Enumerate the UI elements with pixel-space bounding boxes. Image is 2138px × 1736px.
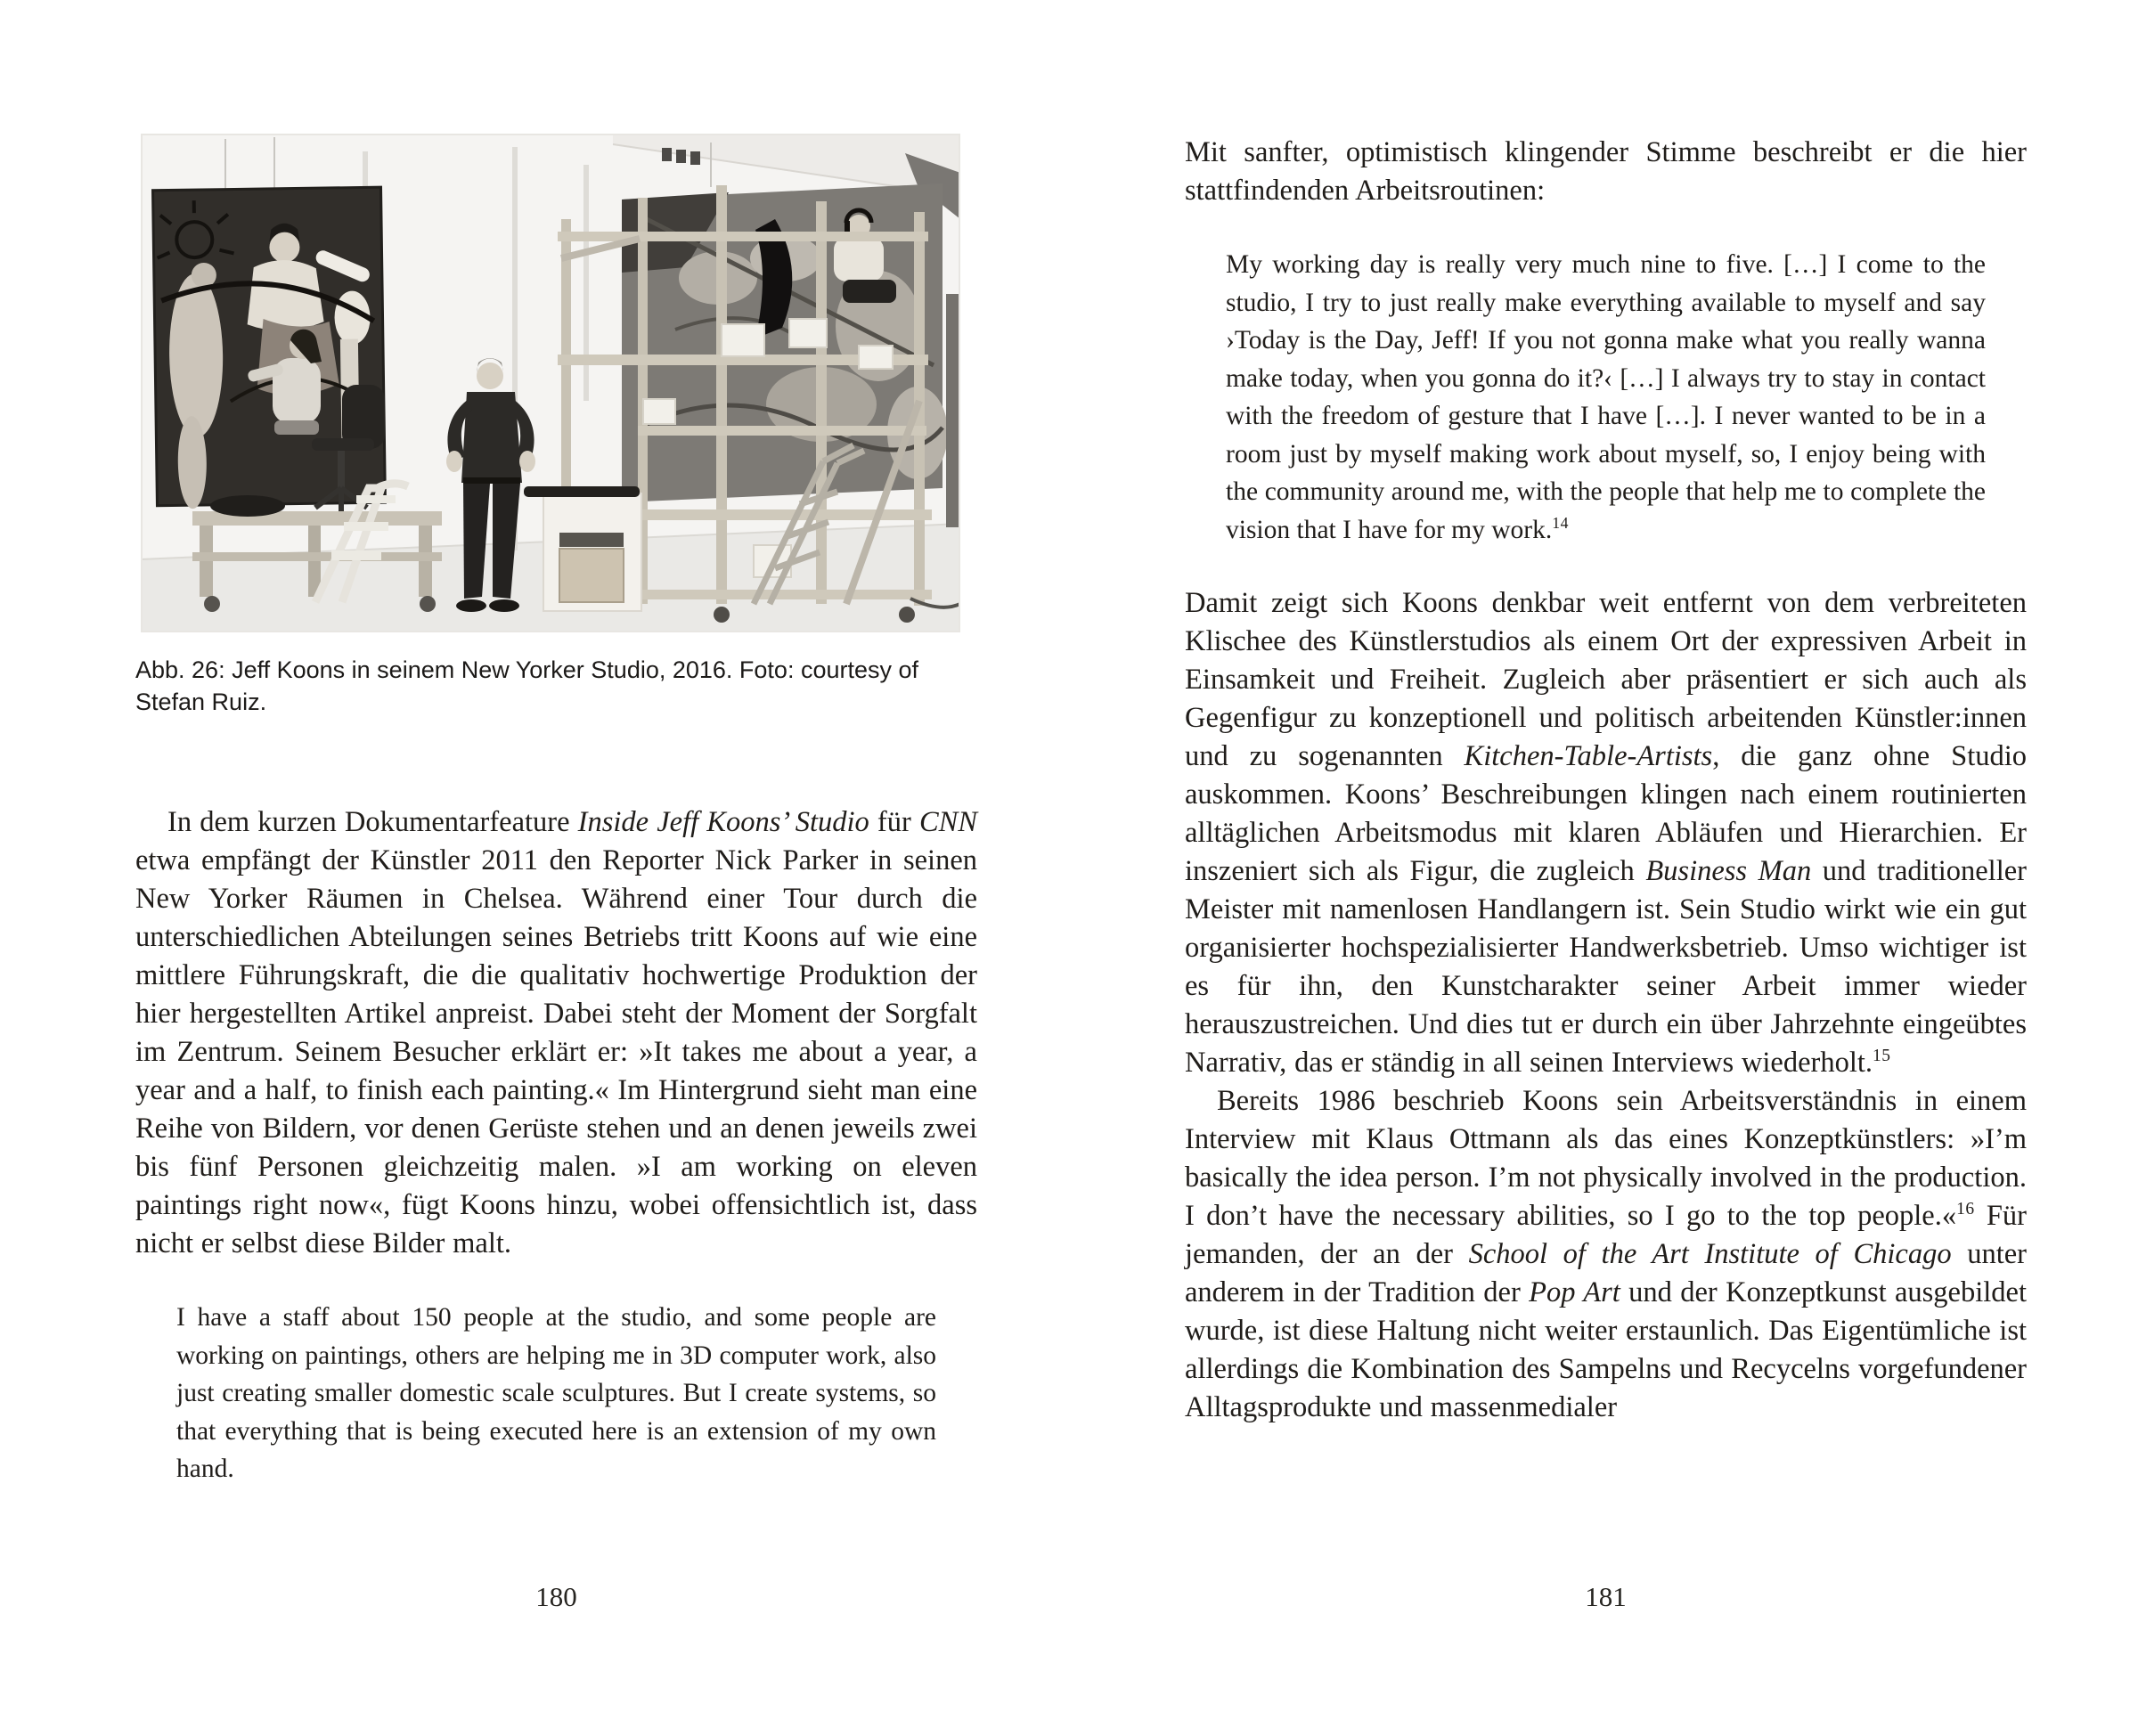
- paragraph: In dem kurzen Dokumentarfeature Inside Jeff Koons’ Studio für CNN etwa empfängt der Künstler 2011 den Reporter Nick Parker in seinen New Yorker Räumen in Chelsea. Während einer Tour durch die unterschiedlichen Abteilungen seines Betriebs tritt Koons auf wie eine mittlere Führungskraft, die die qualitativ hochwertige Produktion der hier hergestellten Artikel anpreist. Dabei steht der Moment der Sorgfalt im Zentrum. Seinem Besucher erklärt er: »It takes me about a year, a year and a half, to finish each painting.« Im Hintergrund sieht man eine Reihe von Bildern, vor denen Gerüste stehen und an denen jeweils zwei bis fünf Personen gleichzeitig malen. »I am working on eleven paintings right now«, fügt Koons hinzu, wobei offensichtlich ist, dass nicht er selbst diese Bilder malt.: [135, 806, 978, 1259]
- studio-photo: [141, 134, 960, 632]
- right-page-text: [1185, 134, 2027, 1427]
- paragraph: Mit sanfter, optimistisch klingender Stimme beschreibt er die hier stattfindenden Arbeitsroutinen:: [1185, 136, 2027, 207]
- right-page-number: 181: [1585, 1581, 1627, 1612]
- left-page-text: [135, 803, 977, 1524]
- paragraph: Damit zeigt sich Koons denkbar weit entfernt von dem verbreiteten Klischee des Künstlerstudios als einem Ort der expressiven Arbeit in Einsamkeit und Freiheit. Zugleich aber präsentiert er sich auch als Gegenfigur zu konzeptionell und politisch arbeitenden Künstler:innen und zu sogenannten Kitchen-Table-Artists, die ganz ohne Studio auskommen. Koons’ Beschreibungen klingen nach einem routinierten alltäglichen Arbeitsmodus mit klaren Abläufen und Hierarchien. Er inszeniert sich als Figur, die zugleich Business Man und traditioneller Meister mit namenlosen Handlangern ist. Sein Studio wirkt wie ein gut organisierter hochspezialisierter Handwerksbetrieb. Umso wichtiger ist es für ihn, den Kunstcharakter seiner Arbeit immer wieder herauszustreichen. Und dies tut er durch ein über Jahrzehnte eingeübtes Narrativ, das er ständig in all seinen Interviews wiederholt.$^{15}$: [1185, 587, 2028, 1079]
- block-quote: My working day is really very much nine to five. […] I come to the studio, I try to just really make everything available to myself and say ›Today is the Day, Jeff! If you not gonna make what you really wanna make today, when you gonna do it?‹ […] I always try to stay in contact with the freedom of gesture that I have […]. I never wanted to be in a room just by myself making work about myself, so, I enjoy being with the community around me, with the people that help me to complete the vision that I have for my work.$^{14}$: [1226, 250, 1986, 544]
- left-painting: [153, 187, 386, 509]
- right-page: [1185, 134, 2027, 1683]
- photo-caption: Abb. 26: Jeff Koons in seinem New Yorker Studio, 2016. Foto: courtesy of Stefan Ruiz.: [135, 656, 919, 715]
- left-page: [135, 134, 977, 1683]
- paragraph: Bereits 1986 beschrieb Koons sein Arbeitsverständnis in einem Interview mit Klaus Ottmann als das eines Konzeptkünstlers: »I’m basically the idea person. I’m not physically involved in the production. I don’t have the necessary abilities, so I go to the top people.«$^{16}$ Für jemanden, der an der School of the Art Institute of Chicago unter anderem in der Tradition der Pop Art und der Konzeptkunst ausgebildet wurde, ist diese Haltung nicht weiter erstaunlich. Das Eigentümliche ist allerdings die Kombination des Sampelns und Recycelns vorgefundener Alltagsprodukte und massenmedialer: [1185, 1085, 2027, 1423]
- left-page-number: 180: [535, 1581, 577, 1612]
- block-quote: I have a staff about 150 people at the studio, and some people are working on paintings, others are helping me in 3D computer work, also just creating smaller domestic scale sculptures. But I create systems, so that everything that is being executed here is an extension of my own hand.: [176, 1303, 936, 1483]
- equipment-sliver: [946, 294, 960, 527]
- studio-photo-illustration: [141, 134, 960, 632]
